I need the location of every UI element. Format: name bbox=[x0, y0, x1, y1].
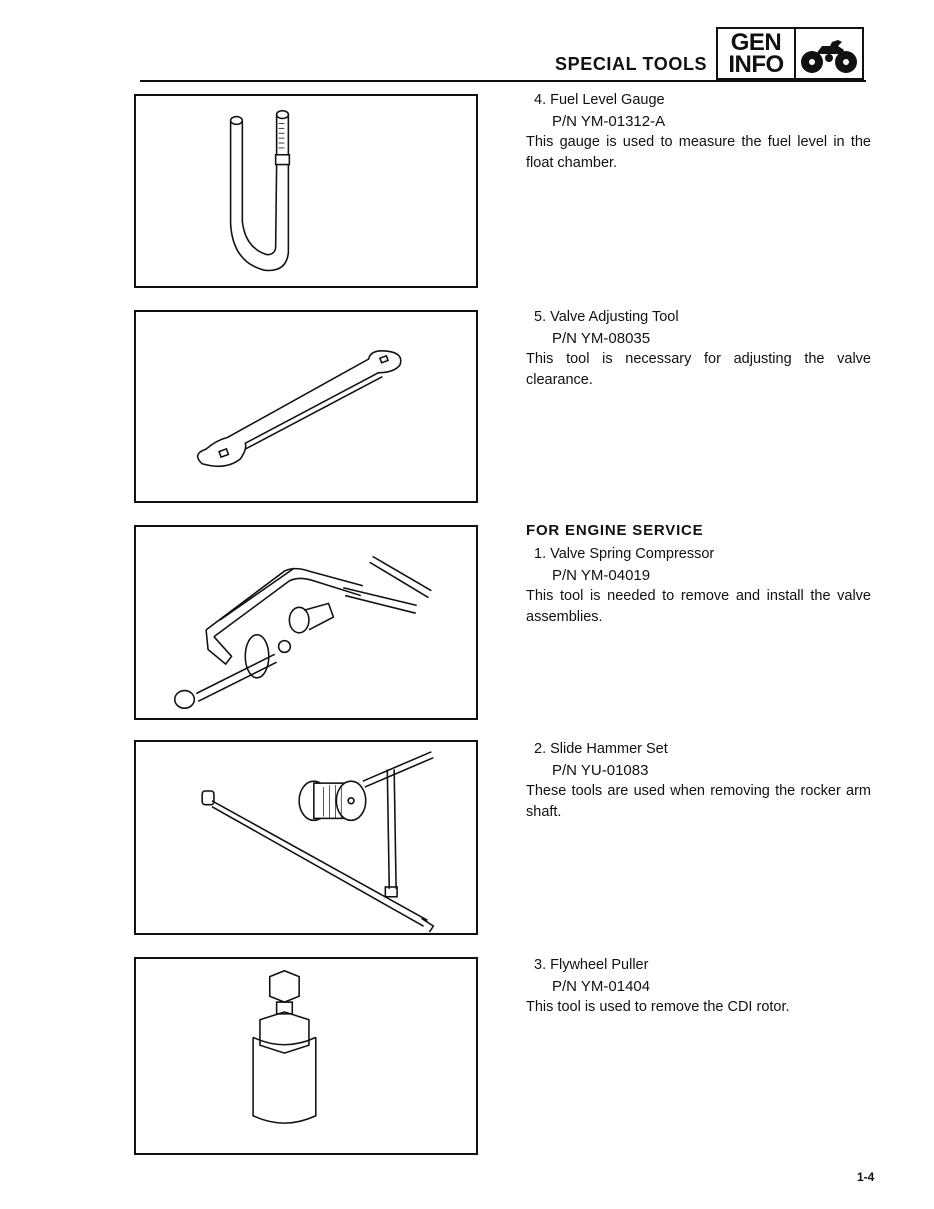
header-rule bbox=[140, 80, 866, 82]
tool-entry-valve-spring-compressor bbox=[526, 544, 871, 628]
tool-number: 1. bbox=[534, 546, 547, 562]
tool-name: Flywheel Puller bbox=[550, 957, 649, 973]
tool-description: These tools are used when removing the rocker arm shaft. bbox=[526, 783, 871, 820]
tool-description: This tool is needed to remove and install the valve assemblies. bbox=[526, 588, 871, 625]
slide-hammer-set-illustration bbox=[134, 740, 478, 935]
tool-entry-valve-adjusting-tool bbox=[526, 307, 871, 391]
tool-number: 2. bbox=[534, 741, 547, 757]
page-number: 1-4 bbox=[857, 1170, 875, 1184]
page-section-title: SPECIAL TOOLS bbox=[555, 54, 708, 74]
tool-description: This tool is necessary for adjusting the valve clearance. bbox=[526, 351, 871, 388]
tool-part-number: P/N YM-01312-A bbox=[552, 113, 666, 130]
badge-line-gen: GEN bbox=[730, 28, 782, 56]
tool-number: 5. bbox=[534, 309, 547, 325]
tool-description: This tool is used to remove the CDI rotor. bbox=[526, 999, 790, 1015]
tool-number: 4. bbox=[534, 92, 547, 108]
tool-number: 3. bbox=[534, 957, 547, 973]
valve-adjusting-tool-illustration bbox=[134, 310, 478, 503]
tool-name: Valve Adjusting Tool bbox=[550, 309, 679, 325]
fuel-level-gauge-illustration bbox=[134, 94, 478, 288]
tool-part-number: P/N YM-01404 bbox=[552, 978, 651, 995]
tool-description: This gauge is used to measure the fuel level in the float chamber. bbox=[526, 134, 871, 171]
tool-entry-slide-hammer-set bbox=[526, 739, 871, 823]
tool-part-number: P/N YU-01083 bbox=[552, 762, 649, 779]
flywheel-puller-illustration bbox=[134, 957, 478, 1155]
tool-name: Fuel Level Gauge bbox=[550, 92, 665, 108]
gen-info-badge bbox=[716, 27, 864, 80]
tool-entry-flywheel-puller bbox=[526, 955, 871, 1018]
atv-icon bbox=[796, 29, 862, 78]
tool-part-number: P/N YM-08035 bbox=[552, 330, 651, 347]
badge-line-info: INFO bbox=[728, 50, 784, 78]
tool-name: Slide Hammer Set bbox=[550, 741, 668, 757]
engine-service-heading: FOR ENGINE SERVICE bbox=[526, 522, 704, 539]
badge-label bbox=[718, 29, 796, 78]
tool-entry-fuel-level-gauge bbox=[526, 90, 871, 174]
valve-spring-compressor-illustration bbox=[134, 525, 478, 720]
tool-name: Valve Spring Compressor bbox=[550, 546, 715, 562]
tool-part-number: P/N YM-04019 bbox=[552, 567, 651, 584]
